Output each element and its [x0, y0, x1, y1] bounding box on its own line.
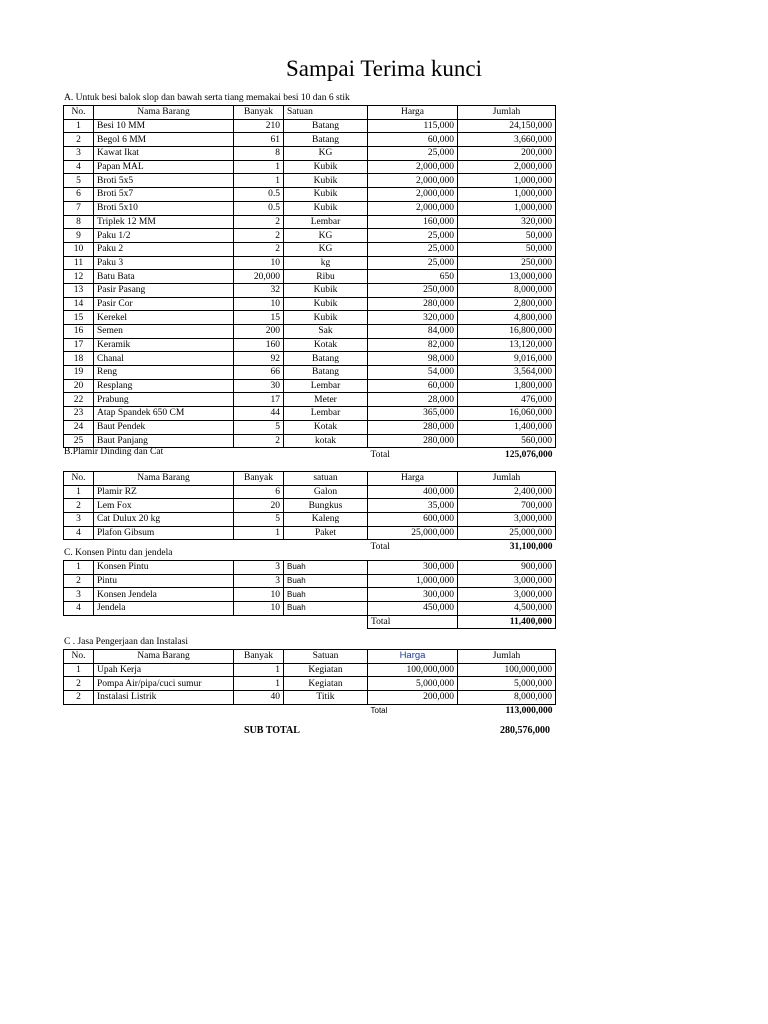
- table-row: [64, 393, 556, 407]
- cell-banyak: 66: [234, 366, 284, 380]
- cell-harga: 280,000: [368, 420, 458, 434]
- col-header-harga: Harga: [368, 106, 458, 120]
- cell-banyak: 20: [234, 499, 284, 513]
- cell-no: 3: [64, 588, 94, 602]
- cell-harga: 250,000: [368, 283, 458, 297]
- cell-nama-barang: Paku 1/2: [94, 229, 234, 243]
- cell-harga: 25,000: [368, 147, 458, 161]
- cell-nama-barang: Batu Bata: [94, 270, 234, 284]
- cell-satuan: Batang: [284, 352, 368, 366]
- cell-nama-barang: Prabung: [94, 393, 234, 407]
- cell-jumlah: 1,800,000: [458, 379, 556, 393]
- cell-nama-barang: Pasir Pasang: [94, 283, 234, 297]
- table-row: [64, 325, 556, 339]
- cell-jumlah: 560,000: [458, 434, 556, 448]
- blank-cell: [234, 448, 284, 461]
- cell-jumlah: 5,000,000: [458, 677, 556, 691]
- cell-banyak: 200: [234, 325, 284, 339]
- cell-banyak: 1: [234, 663, 284, 677]
- cell-jumlah: 3,564,000: [458, 366, 556, 380]
- table-row: [64, 256, 556, 270]
- cell-jumlah: 25,000,000: [458, 526, 556, 540]
- cell-no: 4: [64, 602, 94, 616]
- cell-banyak: 3: [234, 574, 284, 588]
- cell-no: 1: [64, 485, 94, 499]
- cell-harga: 28,000: [368, 393, 458, 407]
- table-row: [64, 561, 556, 575]
- cell-nama-barang: Plafon Gibsum: [94, 526, 234, 540]
- cell-nama-barang: Chanal: [94, 352, 234, 366]
- cell-nama-barang: Upah Kerja: [94, 663, 234, 677]
- cell-nama-barang: Resplang: [94, 379, 234, 393]
- table-row: [64, 119, 556, 133]
- total-value: 125,076,000: [505, 449, 553, 460]
- cell-jumlah: 3,000,000: [458, 574, 556, 588]
- cell-satuan: Buah: [284, 602, 368, 616]
- cell-satuan: Lembar: [284, 215, 368, 229]
- cell-satuan: Kaleng: [284, 513, 368, 527]
- page-title: Sampai Terima kunci: [286, 56, 482, 81]
- cell-no: 8: [64, 215, 94, 229]
- cell-no: 6: [64, 188, 94, 202]
- cell-nama-barang: Semen: [94, 325, 234, 339]
- cell-banyak: 2: [234, 434, 284, 448]
- cell-satuan: Kegiatan: [284, 677, 368, 691]
- total-label: Total: [370, 706, 388, 716]
- cell-harga: 25,000,000: [368, 526, 458, 540]
- cell-nama-barang: Kawat Ikat: [94, 147, 234, 161]
- cell-satuan: KG: [284, 229, 368, 243]
- cell-harga: 300,000: [368, 588, 458, 602]
- table-row: [64, 379, 556, 393]
- cell-jumlah: 50,000: [458, 229, 556, 243]
- cell-no: 12: [64, 270, 94, 284]
- subtotal-value: 280,576,000: [500, 725, 550, 736]
- cell-satuan: Kubik: [284, 174, 368, 188]
- col-header-banyak: Banyak: [234, 472, 284, 486]
- cell-banyak: 3: [234, 561, 284, 575]
- cell-harga: 60,000: [368, 379, 458, 393]
- cell-no: 22: [64, 393, 94, 407]
- table-row: [64, 229, 556, 243]
- blank-cell: [234, 615, 284, 629]
- cell-no: 1: [64, 561, 94, 575]
- cell-banyak: 40: [234, 691, 284, 705]
- cell-nama-barang: Besi 10 MM: [94, 119, 234, 133]
- cell-no: 3: [64, 147, 94, 161]
- table-row: [64, 513, 556, 527]
- cell-nama-barang: Lem Fox: [94, 499, 234, 513]
- cell-jumlah: 13,120,000: [458, 338, 556, 352]
- cell-no: 16: [64, 325, 94, 339]
- cell-banyak: 10: [234, 297, 284, 311]
- cell-harga: 280,000: [368, 434, 458, 448]
- cell-no: 1: [64, 663, 94, 677]
- col-header-no: No.: [64, 106, 94, 120]
- cell-no: 4: [64, 160, 94, 174]
- cell-banyak: 0.5: [234, 188, 284, 202]
- cell-satuan: Kubik: [284, 201, 368, 215]
- cell-satuan: Kubik: [284, 188, 368, 202]
- total-value: 31,100,000: [509, 541, 553, 552]
- blank-cell: [234, 704, 284, 717]
- cell-satuan: Bungkus: [284, 499, 368, 513]
- cell-banyak: 210: [234, 119, 284, 133]
- cell-harga: 300,000: [368, 561, 458, 575]
- total-row: [64, 704, 556, 717]
- table-row: [64, 133, 556, 147]
- table-row: [64, 201, 556, 215]
- cell-nama-barang: Cat Dulux 20 kg: [94, 513, 234, 527]
- cell-harga: 54,000: [368, 366, 458, 380]
- cell-harga: 2,000,000: [368, 174, 458, 188]
- cell-satuan: Buah: [284, 574, 368, 588]
- cell-no: 20: [64, 379, 94, 393]
- col-header-harga: Harga: [368, 650, 458, 664]
- cell-banyak: 17: [234, 393, 284, 407]
- cell-jumlah: 9,016,000: [458, 352, 556, 366]
- cell-banyak: 2: [234, 242, 284, 256]
- table-row: [64, 270, 556, 284]
- cell-nama-barang: Triplek 12 MM: [94, 215, 234, 229]
- cell-nama-barang: Atap Spandek 650 CM: [94, 407, 234, 421]
- cell-no: 14: [64, 297, 94, 311]
- cell-harga: 25,000: [368, 242, 458, 256]
- section-d-table: [63, 649, 556, 717]
- cell-no: 19: [64, 366, 94, 380]
- cell-satuan: Paket: [284, 526, 368, 540]
- blank-cell: [64, 615, 94, 629]
- cell-no: 23: [64, 407, 94, 421]
- cell-jumlah: 4,500,000: [458, 602, 556, 616]
- table-header-row: [64, 106, 556, 120]
- cell-banyak: 1: [234, 526, 284, 540]
- cell-satuan: Ribu: [284, 270, 368, 284]
- cell-nama-barang: Broti 5x5: [94, 174, 234, 188]
- table-row: [64, 677, 556, 691]
- cell-jumlah: 8,000,000: [458, 283, 556, 297]
- cell-jumlah: 3,000,000: [458, 513, 556, 527]
- cell-harga: 115,000: [368, 119, 458, 133]
- cell-satuan: Meter: [284, 393, 368, 407]
- cell-satuan: KG: [284, 242, 368, 256]
- table-row: [64, 283, 556, 297]
- cell-harga: 365,000: [368, 407, 458, 421]
- table-row: [64, 407, 556, 421]
- col-header-jumlah: Jumlah: [458, 106, 556, 120]
- cell-satuan: Galon: [284, 485, 368, 499]
- cell-nama-barang: Konsen Pintu: [94, 561, 234, 575]
- cell-no: 4: [64, 526, 94, 540]
- table-row: [64, 691, 556, 705]
- cell-no: 25: [64, 434, 94, 448]
- cell-nama-barang: Instalasi Listrik: [94, 691, 234, 705]
- cell-no: 24: [64, 420, 94, 434]
- cell-nama-barang: Papan MAL: [94, 160, 234, 174]
- cell-nama-barang: Pompa Air/pipa/cuci sumur: [94, 677, 234, 691]
- cell-harga: 2,000,000: [368, 160, 458, 174]
- cell-satuan: Batang: [284, 133, 368, 147]
- cell-banyak: 5: [234, 420, 284, 434]
- table-header-row: [64, 472, 556, 486]
- cell-satuan: Kubik: [284, 160, 368, 174]
- cell-banyak: 61: [234, 133, 284, 147]
- cell-nama-barang: Kerekel: [94, 311, 234, 325]
- cell-harga: 2,000,000: [368, 188, 458, 202]
- cell-banyak: 160: [234, 338, 284, 352]
- cell-harga: 25,000: [368, 229, 458, 243]
- cell-jumlah: 3,000,000: [458, 588, 556, 602]
- table-row: [64, 147, 556, 161]
- total-label: Total: [370, 449, 390, 460]
- col-header-nama-barang: Nama Barang: [94, 650, 234, 664]
- cell-jumlah: 700,000: [458, 499, 556, 513]
- cell-satuan: Batang: [284, 119, 368, 133]
- cell-harga: 400,000: [368, 485, 458, 499]
- cell-nama-barang: Plamir RZ: [94, 485, 234, 499]
- table-row: [64, 160, 556, 174]
- table-row: [64, 588, 556, 602]
- cell-jumlah: 4,800,000: [458, 311, 556, 325]
- table-row: [64, 242, 556, 256]
- cell-satuan: Lembar: [284, 379, 368, 393]
- cell-satuan: Buah: [284, 561, 368, 575]
- table-row: [64, 434, 556, 448]
- subtotal-label: SUB TOTAL: [244, 725, 300, 736]
- cell-jumlah: 900,000: [458, 561, 556, 575]
- table-row: [64, 574, 556, 588]
- cell-satuan: Kotak: [284, 420, 368, 434]
- cell-no: 2: [64, 691, 94, 705]
- cell-satuan: kotak: [284, 434, 368, 448]
- cell-nama-barang: Reng: [94, 366, 234, 380]
- cell-nama-barang: Baut Panjang: [94, 434, 234, 448]
- table-row: [64, 174, 556, 188]
- cell-harga: 25,000: [368, 256, 458, 270]
- cell-banyak: 1: [234, 677, 284, 691]
- cell-jumlah: 200,000: [458, 147, 556, 161]
- col-header-jumlah: Jumlah: [458, 650, 556, 664]
- cell-jumlah: 8,000,000: [458, 691, 556, 705]
- cell-no: 10: [64, 242, 94, 256]
- cell-harga: 1,000,000: [368, 574, 458, 588]
- cell-nama-barang: Paku 3: [94, 256, 234, 270]
- cell-jumlah: 320,000: [458, 215, 556, 229]
- cell-banyak: 15: [234, 311, 284, 325]
- cell-no: 13: [64, 283, 94, 297]
- cell-nama-barang: Paku 2: [94, 242, 234, 256]
- section-b-caption: B.Plamir Dinding dan Cat: [64, 447, 164, 457]
- cell-banyak: 30: [234, 379, 284, 393]
- cell-no: 2: [64, 499, 94, 513]
- cell-nama-barang: Baut Pendek: [94, 420, 234, 434]
- cell-satuan: Buah: [284, 588, 368, 602]
- section-d-caption: C . Jasa Pengerjaan dan Instalasi: [64, 637, 188, 647]
- cell-harga: 5,000,000: [368, 677, 458, 691]
- cell-no: 5: [64, 174, 94, 188]
- cell-satuan: Kotak: [284, 338, 368, 352]
- cell-jumlah: 476,000: [458, 393, 556, 407]
- section-a-table: [63, 105, 556, 461]
- cell-banyak: 6: [234, 485, 284, 499]
- blank-cell: [94, 615, 234, 629]
- col-header-satuan: Satuan: [284, 106, 368, 120]
- cell-nama-barang: Broti 5x7: [94, 188, 234, 202]
- cell-banyak: 92: [234, 352, 284, 366]
- cell-harga: 200,000: [368, 691, 458, 705]
- cell-satuan: kg: [284, 256, 368, 270]
- section-a-caption: A. Untuk besi balok slop dan bawah serta tiang memakai besi 10 dan 6 stik: [64, 93, 350, 103]
- cell-jumlah: 2,800,000: [458, 297, 556, 311]
- table-row: [64, 526, 556, 540]
- cell-no: 15: [64, 311, 94, 325]
- cell-jumlah: 24,150,000: [458, 119, 556, 133]
- col-header-banyak: Banyak: [234, 650, 284, 664]
- table-row: [64, 485, 556, 499]
- col-header-nama-barang: Nama Barang: [94, 106, 234, 120]
- table-row: [64, 297, 556, 311]
- cell-banyak: 1: [234, 160, 284, 174]
- cell-nama-barang: Konsen Jendela: [94, 588, 234, 602]
- blank-cell: [234, 540, 284, 553]
- total-label: Total: [368, 615, 458, 629]
- section-b-table: [63, 471, 556, 553]
- table-row: [64, 420, 556, 434]
- cell-harga: 35,000: [368, 499, 458, 513]
- cell-banyak: 20,000: [234, 270, 284, 284]
- cell-satuan: Titik: [284, 691, 368, 705]
- cell-nama-barang: Keramik: [94, 338, 234, 352]
- table-row: [64, 366, 556, 380]
- cell-harga: 160,000: [368, 215, 458, 229]
- cell-harga: 98,000: [368, 352, 458, 366]
- cell-no: 11: [64, 256, 94, 270]
- col-header-no: No.: [64, 472, 94, 486]
- cell-satuan: Sak: [284, 325, 368, 339]
- cell-banyak: 2: [234, 229, 284, 243]
- cell-harga: 280,000: [368, 297, 458, 311]
- cell-harga: 600,000: [368, 513, 458, 527]
- cell-harga: 100,000,000: [368, 663, 458, 677]
- cell-satuan: Kubik: [284, 311, 368, 325]
- cell-banyak: 1: [234, 174, 284, 188]
- cell-no: 2: [64, 133, 94, 147]
- cell-harga: 650: [368, 270, 458, 284]
- cell-harga: 82,000: [368, 338, 458, 352]
- cell-jumlah: 100,000,000: [458, 663, 556, 677]
- cell-banyak: 0.5: [234, 201, 284, 215]
- blank-cell: [284, 540, 368, 553]
- cell-no: 2: [64, 574, 94, 588]
- cell-banyak: 10: [234, 588, 284, 602]
- section-c-table: [63, 560, 556, 629]
- col-header-jumlah: Jumlah: [458, 472, 556, 486]
- table-header-row: [64, 650, 556, 664]
- cell-jumlah: 50,000: [458, 242, 556, 256]
- col-header-harga: Harga: [368, 472, 458, 486]
- cell-no: 7: [64, 201, 94, 215]
- cell-jumlah: 13,000,000: [458, 270, 556, 284]
- cell-banyak: 10: [234, 256, 284, 270]
- cell-harga: 2,000,000: [368, 201, 458, 215]
- table-row: [64, 602, 556, 616]
- cell-satuan: KG: [284, 147, 368, 161]
- blank-cell: [284, 448, 368, 461]
- cell-no: 9: [64, 229, 94, 243]
- cell-jumlah: 250,000: [458, 256, 556, 270]
- cell-jumlah: 2,400,000: [458, 485, 556, 499]
- cell-harga: 84,000: [368, 325, 458, 339]
- blank-cell: [64, 704, 94, 717]
- cell-nama-barang: Broti 5x10: [94, 201, 234, 215]
- cell-satuan: Batang: [284, 366, 368, 380]
- total-row: [64, 615, 556, 629]
- col-header-satuan: Satuan: [284, 650, 368, 664]
- cell-banyak: 2: [234, 215, 284, 229]
- col-header-nama-barang: Nama Barang: [94, 472, 234, 486]
- cell-no: 1: [64, 119, 94, 133]
- cell-no: 2: [64, 677, 94, 691]
- col-header-no: No.: [64, 650, 94, 664]
- cell-no: 17: [64, 338, 94, 352]
- col-header-banyak: Banyak: [234, 106, 284, 120]
- cell-jumlah: 1,000,000: [458, 174, 556, 188]
- cell-jumlah: 2,000,000: [458, 160, 556, 174]
- cell-satuan: Kubik: [284, 283, 368, 297]
- cell-jumlah: 3,660,000: [458, 133, 556, 147]
- cell-harga: 60,000: [368, 133, 458, 147]
- total-value: 11,400,000: [458, 615, 556, 629]
- cell-no: 3: [64, 513, 94, 527]
- cell-harga: 320,000: [368, 311, 458, 325]
- table-row: [64, 215, 556, 229]
- cell-satuan: Kegiatan: [284, 663, 368, 677]
- cell-banyak: 32: [234, 283, 284, 297]
- blank-cell: [94, 704, 234, 717]
- blank-cell: [284, 615, 368, 629]
- blank-cell: [284, 704, 368, 717]
- total-value: 113,000,000: [505, 706, 553, 717]
- total-label: Total: [370, 541, 390, 552]
- cell-nama-barang: Jendela: [94, 602, 234, 616]
- table-row: [64, 311, 556, 325]
- section-c-caption: C. Konsen Pintu dan jendela: [64, 548, 173, 558]
- cell-harga: 450,000: [368, 602, 458, 616]
- cell-no: 18: [64, 352, 94, 366]
- cell-satuan: Kubik: [284, 297, 368, 311]
- cell-satuan: Lembar: [284, 407, 368, 421]
- cell-nama-barang: Begol 6 MM: [94, 133, 234, 147]
- cell-banyak: 5: [234, 513, 284, 527]
- table-row: [64, 338, 556, 352]
- table-row: [64, 188, 556, 202]
- cell-jumlah: 16,800,000: [458, 325, 556, 339]
- cell-jumlah: 1,000,000: [458, 188, 556, 202]
- cell-banyak: 10: [234, 602, 284, 616]
- cell-jumlah: 1,400,000: [458, 420, 556, 434]
- cell-banyak: 44: [234, 407, 284, 421]
- cell-jumlah: 16,060,000: [458, 407, 556, 421]
- table-row: [64, 663, 556, 677]
- col-header-satuan: satuan: [284, 472, 368, 486]
- cell-nama-barang: Pasir Cor: [94, 297, 234, 311]
- table-row: [64, 352, 556, 366]
- table-row: [64, 499, 556, 513]
- cell-banyak: 8: [234, 147, 284, 161]
- cell-jumlah: 1,000,000: [458, 201, 556, 215]
- cell-nama-barang: Pintu: [94, 574, 234, 588]
